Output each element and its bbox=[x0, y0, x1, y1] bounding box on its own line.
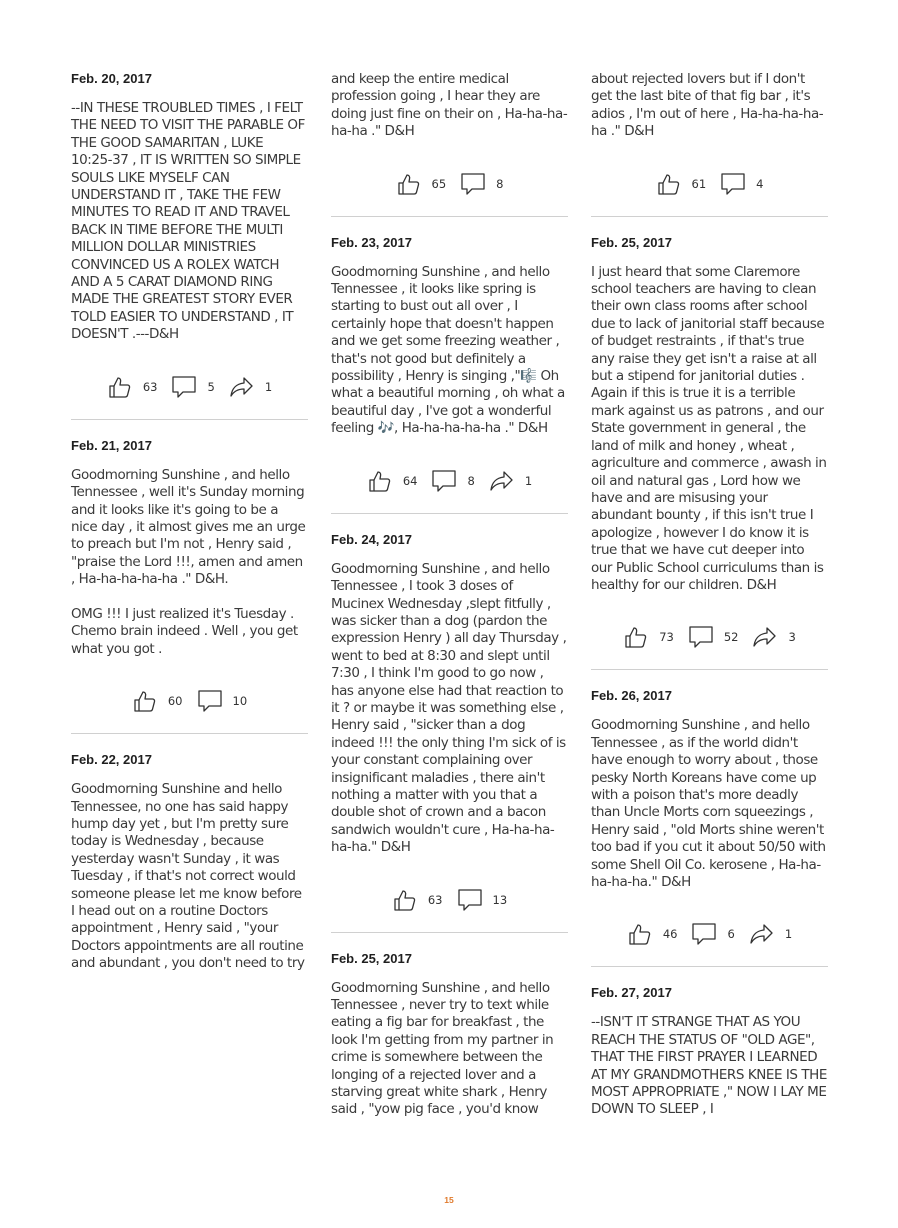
post bbox=[331, 532, 568, 933]
like-count: 63 bbox=[142, 379, 158, 394]
column-right bbox=[591, 71, 828, 1119]
comment-count: 8 bbox=[467, 473, 475, 488]
comment-icon[interactable] bbox=[691, 921, 717, 947]
post-stats bbox=[331, 468, 568, 494]
thumbs-up-icon[interactable] bbox=[132, 688, 158, 714]
share-count: 3 bbox=[788, 630, 796, 645]
post-divider bbox=[331, 932, 568, 933]
thumbs-up-icon[interactable] bbox=[623, 624, 649, 650]
like-count: 63 bbox=[427, 892, 443, 907]
comment-icon[interactable] bbox=[171, 374, 197, 400]
post-divider bbox=[331, 513, 568, 514]
column-middle bbox=[331, 71, 568, 1119]
post-date: Feb. 26, 2017 bbox=[591, 688, 672, 704]
post bbox=[331, 951, 568, 1119]
comment-count: 8 bbox=[496, 176, 504, 191]
comment-icon[interactable] bbox=[460, 171, 486, 197]
post-text: --IN THESE TROUBLED TIMES , I FELT THE NEED TO VISIT THE PARABLE OF THE GOOD SAMARITAN , LUKE 10:25-37 , IT IS WRITTEN SO SIMPLE SOULS LIKE MYSELF CAN UNDERSTAND IT , TAKE THE FEW MINUTES TO READ IT AND TRAVEL BACK IN TIME BEFORE THE MULTI MILLION DOLLAR MINISTRIES CONVINCED US A ROLEX WATCH AND A 5 CARAT DIAMOND RING MADE THE GREATEST STORY EVER TOLD EASIER TO UNDERSTAND , IT DOESN'T .---D&H bbox=[71, 100, 305, 343]
post-stats bbox=[331, 171, 568, 197]
post-stats bbox=[71, 374, 308, 400]
like-stat[interactable] bbox=[396, 171, 447, 197]
comment-stat[interactable] bbox=[720, 171, 763, 197]
post-divider bbox=[591, 216, 828, 217]
share-count: 1 bbox=[784, 927, 793, 942]
like-stat[interactable] bbox=[656, 171, 707, 197]
post-text: Goodmorning Sunshine , and hello Tennessee , it looks like spring is starting to bust out all over , I certainly hope that doesn't happen and we get some freezing weather , that's not good but definitely a possibility , Henry is singing ,"🎼 Oh what a beautiful morning , oh what a beautiful day , I've got a wonderful feeling 🎶, Ha-ha-ha-ha-ha ." D&H bbox=[331, 263, 565, 437]
share-icon[interactable] bbox=[749, 921, 775, 947]
post bbox=[591, 985, 828, 1118]
post-text: and keep the entire medical profession going , I hear they are doing just fine on their on , Ha-ha-ha-ha-ha ." D&H bbox=[331, 71, 568, 140]
share-icon[interactable] bbox=[229, 374, 255, 400]
comment-count: 10 bbox=[232, 694, 248, 709]
post-text: Goodmorning Sunshine , and hello Tennessee , never try to text while eating a fig bar for breakfast , the look I'm getting from my partner in crime is somewhere between the longing of a rejected lover and a starving great white shark , Henry said , "yow pig face , you'd know bbox=[331, 979, 554, 1118]
comment-icon[interactable] bbox=[431, 468, 457, 494]
like-stat[interactable] bbox=[107, 374, 158, 400]
comment-stat[interactable] bbox=[431, 468, 474, 494]
post bbox=[71, 438, 308, 734]
comment-stat[interactable] bbox=[688, 624, 739, 650]
post-stats bbox=[591, 171, 828, 197]
like-count: 65 bbox=[431, 176, 447, 191]
comment-stat[interactable] bbox=[691, 921, 734, 947]
like-stat[interactable] bbox=[392, 887, 443, 913]
post bbox=[71, 752, 308, 972]
post-date: Feb. 24, 2017 bbox=[331, 531, 412, 547]
post-stats bbox=[71, 688, 308, 714]
thumbs-up-icon[interactable] bbox=[392, 887, 418, 913]
post-date: Feb. 21, 2017 bbox=[71, 437, 152, 453]
comment-stat[interactable] bbox=[457, 887, 508, 913]
like-count: 64 bbox=[402, 473, 418, 488]
post bbox=[71, 71, 308, 420]
like-stat[interactable] bbox=[623, 624, 674, 650]
post-divider bbox=[591, 966, 828, 967]
post bbox=[591, 688, 828, 967]
post-text: about rejected lovers but if I don't get the last bite of that fig bar , it's adios , I'm out of here , Ha-ha-ha-ha-ha ." D&H bbox=[591, 71, 824, 140]
post-text: Goodmorning Sunshine , and hello Tennessee , I took 3 doses of Mucinex Wednesday ,slept fitfully , was sicker than a dog (pardon the expression Henry ) all day Thursday , went to bed at 8:30 and slept until 7:30 , I think I'm good to go now , has anyone else had that reaction to it ? or maybe it was something else , Henry said , "sicker than a dog indeed !!! the only thing I'm sick of is your constant complaining over insignificant maladies , there ain't nothing a matter with you that a double shot of crown and a bacon sandwich wouldn't cure , Ha-ha-ha-ha-ha." D&H bbox=[331, 560, 567, 856]
post-divider bbox=[71, 419, 308, 420]
comment-stat[interactable] bbox=[197, 688, 248, 714]
share-icon[interactable] bbox=[489, 468, 515, 494]
post-text: Goodmorning Sunshine and hello Tennessee, no one has said happy hump day yet , but I'm pretty sure today is Wednesday , because yesterday wasn't Sunday , it was Tuesday , if that's not correct would someone please let me know before I head out on a routine Doctors appointment , Henry said , "your Doctors appointments are all routine and abundant , you don't need to try bbox=[71, 781, 305, 972]
post-text: I just heard that some Claremore school teachers are having to clean their own class rooms after school due to lack of janitorial staff because of budget restraints , if that's true any raise they get isn't a raise at all but a stipend for janitorial duties . Again if this is true it is a terrible mark against us as patrons , and our State government in general , the land of milk and honey , wheat , agriculture and commerce , awash in oil and natural gas , Lord how we have and are misusing your abundant bounty , if this isn't true I apologize , however I do know it is true that we have cut deeper into our Public School curriculums than is healthy for our children. D&H bbox=[591, 263, 827, 593]
thumbs-up-icon[interactable] bbox=[396, 171, 422, 197]
post-stats bbox=[591, 921, 828, 947]
share-stat[interactable] bbox=[752, 624, 795, 650]
like-stat[interactable] bbox=[132, 688, 183, 714]
post-stats bbox=[331, 887, 568, 913]
post-date: Feb. 27, 2017 bbox=[591, 985, 672, 1001]
post-text: Goodmorning Sunshine , and hello Tennessee , as if the world didn't have enough to worry about , those pesky North Koreans have come up with a poison that's more deadly than Uncle Morts corn squeezings , Henry said , "old Morts shine weren't too bad if you cut it about 50/50 with some Shell Oil Co. kerosene , Ha-ha-ha-ha-ha." D&H bbox=[591, 717, 826, 890]
post-date: Feb. 22, 2017 bbox=[71, 752, 152, 768]
share-count: 1 bbox=[524, 473, 533, 488]
comment-icon[interactable] bbox=[457, 887, 483, 913]
post bbox=[591, 71, 828, 217]
comment-count: 13 bbox=[492, 892, 508, 907]
post-date: Feb. 25, 2017 bbox=[331, 950, 412, 966]
page-number: 15 bbox=[444, 1195, 454, 1205]
post-text: Goodmorning Sunshine , and hello Tennessee , well it's Sunday morning and it looks like it's going to be a nice day , it almost gives me an urge to preach but I'm not , Henry said , "praise the Lord !!!, amen and amen , Ha-ha-ha-ha-ha ." D&H. OMG !!! I just realized it's Tuesday . Chemo brain indeed . Well , you get what you got . bbox=[71, 466, 306, 657]
like-count: 73 bbox=[659, 630, 674, 645]
post-divider bbox=[331, 216, 568, 217]
post-text: --ISN'T IT STRANGE THAT AS YOU REACH THE STATUS OF "OLD AGE", THAT THE FIRST PRAYER I LEARNED AT MY GRANDMOTHERS KNEE IS THE MOST APPROPRIATE ," NOW I LAY ME DOWN TO SLEEP , I bbox=[591, 1014, 827, 1118]
post-divider bbox=[591, 669, 828, 670]
thumbs-up-icon[interactable] bbox=[367, 468, 393, 494]
post-date: Feb. 23, 2017 bbox=[331, 234, 412, 250]
comment-icon[interactable] bbox=[720, 171, 746, 197]
comment-count: 4 bbox=[756, 176, 764, 191]
like-stat[interactable] bbox=[367, 468, 418, 494]
comment-stat[interactable] bbox=[171, 374, 214, 400]
like-stat[interactable] bbox=[627, 921, 678, 947]
share-stat[interactable] bbox=[749, 921, 792, 947]
post-date: Feb. 25, 2017 bbox=[591, 234, 672, 250]
comment-icon[interactable] bbox=[197, 688, 223, 714]
comment-count: 6 bbox=[727, 927, 735, 942]
column-left bbox=[71, 71, 308, 973]
like-count: 46 bbox=[662, 927, 678, 942]
post-divider bbox=[71, 733, 308, 734]
comment-count: 52 bbox=[723, 630, 739, 645]
post-date: Feb. 20, 2017 bbox=[71, 71, 152, 86]
thumbs-up-icon[interactable] bbox=[627, 921, 653, 947]
post-stats bbox=[591, 624, 828, 650]
thumbs-up-icon[interactable] bbox=[656, 171, 682, 197]
share-count: 1 bbox=[264, 379, 273, 394]
post bbox=[331, 71, 568, 217]
share-stat[interactable] bbox=[229, 374, 272, 400]
like-count: 60 bbox=[167, 694, 183, 709]
post bbox=[331, 235, 568, 514]
comment-stat[interactable] bbox=[460, 171, 503, 197]
post bbox=[591, 235, 828, 671]
like-count: 61 bbox=[691, 176, 707, 191]
share-stat[interactable] bbox=[489, 468, 532, 494]
comment-icon[interactable] bbox=[688, 624, 714, 650]
share-icon[interactable] bbox=[752, 624, 778, 650]
comment-count: 5 bbox=[207, 379, 215, 394]
thumbs-up-icon[interactable] bbox=[107, 374, 133, 400]
